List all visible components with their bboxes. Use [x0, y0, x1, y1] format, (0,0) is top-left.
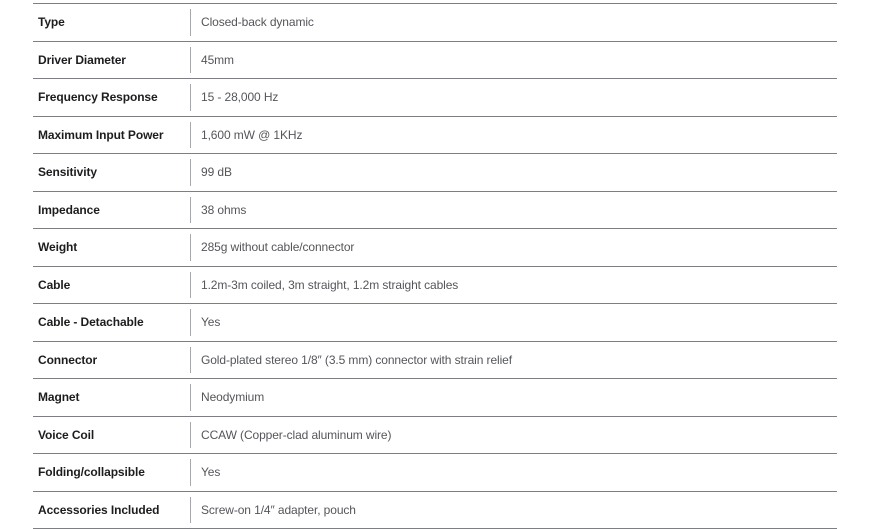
column-divider [190, 497, 191, 524]
spec-label: Frequency Response [38, 90, 158, 105]
table-row [33, 304, 837, 342]
spec-value: 285g without cable/connector [201, 240, 355, 255]
spec-label: Driver Diameter [38, 52, 126, 67]
spec-label: Impedance [38, 202, 100, 217]
spec-label: Connector [38, 352, 98, 367]
spec-label: Weight [38, 240, 78, 255]
table-row [33, 492, 837, 529]
table-row [33, 117, 837, 155]
column-divider [190, 347, 191, 374]
spec-value: Closed-back dynamic [201, 15, 314, 30]
spec-value: 1,600 mW @ 1KHz [201, 127, 303, 142]
table-row [33, 267, 837, 305]
spec-value: Yes [201, 315, 221, 330]
spec-value: 99 dB [201, 165, 232, 180]
table-row [33, 229, 837, 267]
column-divider [190, 47, 191, 74]
spec-label: Type [38, 15, 65, 30]
column-divider [190, 309, 191, 336]
table-row [33, 154, 837, 192]
column-divider [190, 459, 191, 486]
spec-label: Cable [38, 277, 71, 292]
spec-value: 45mm [201, 52, 234, 67]
spec-label: Cable - Detachable [38, 315, 144, 330]
table-row [33, 342, 837, 380]
column-divider [190, 234, 191, 261]
column-divider [190, 9, 191, 36]
spec-label: Maximum Input Power [38, 127, 164, 142]
spec-value: CCAW (Copper-clad aluminum wire) [201, 427, 392, 442]
spec-value: Yes [201, 465, 221, 480]
spec-value: 15 - 28,000 Hz [201, 90, 279, 105]
table-row [33, 42, 837, 80]
spec-label: Magnet [38, 390, 80, 405]
column-divider [190, 84, 191, 111]
table-row [33, 379, 837, 417]
column-divider [190, 272, 191, 299]
column-divider [190, 384, 191, 411]
spec-value: Screw-on 1/4″ adapter, pouch [201, 502, 356, 517]
table-row [33, 454, 837, 492]
column-divider [190, 422, 191, 449]
spec-value: Neodymium [201, 390, 265, 405]
table-row [33, 79, 837, 117]
column-divider [190, 122, 191, 149]
column-divider [190, 197, 191, 224]
table-row [33, 4, 837, 42]
spec-value: Gold-plated stereo 1/8″ (3.5 mm) connector with strain relief [201, 352, 512, 367]
spec-label: Folding/collapsible [38, 465, 145, 480]
table-row [33, 417, 837, 455]
spec-table [33, 3, 837, 529]
spec-label: Sensitivity [38, 165, 97, 180]
spec-value: 38 ohms [201, 202, 247, 217]
spec-label: Voice Coil [38, 427, 95, 442]
column-divider [190, 159, 191, 186]
table-row [33, 192, 837, 230]
spec-label: Accessories Included [38, 502, 160, 517]
spec-value: 1.2m-3m coiled, 3m straight, 1.2m straight cables [201, 277, 459, 292]
